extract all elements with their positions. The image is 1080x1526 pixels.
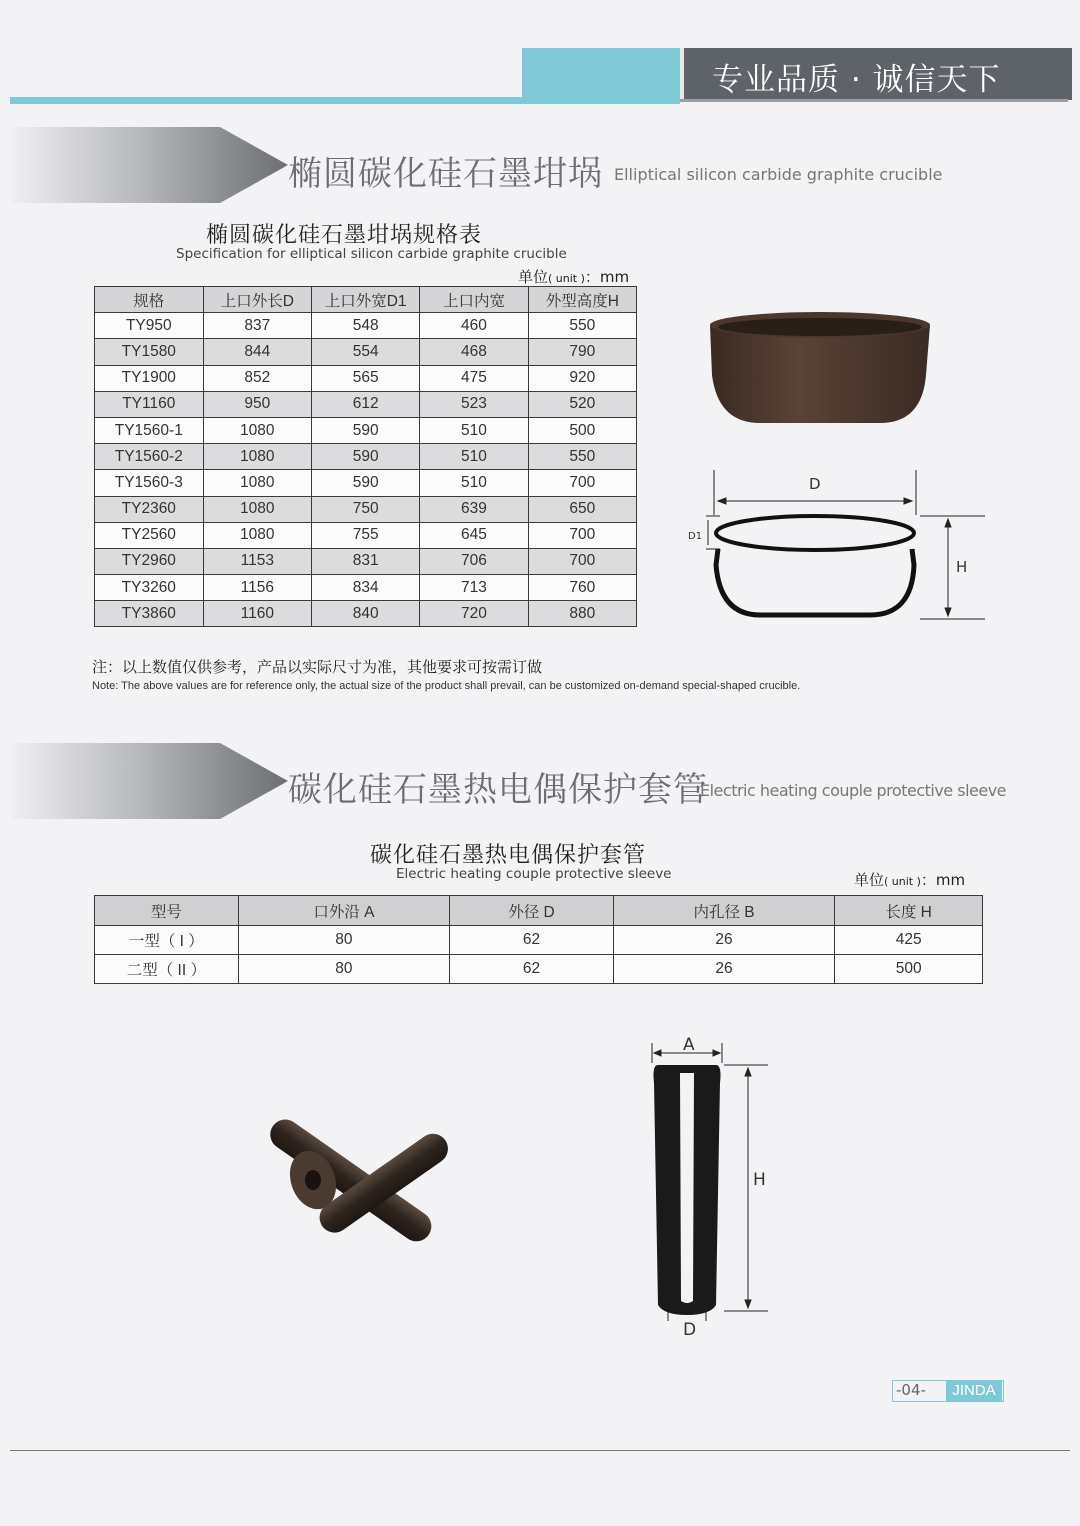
table-cell: 1156: [203, 575, 311, 601]
sleeve-table-subtitle: Electric heating couple protective sleeve: [396, 866, 672, 882]
table-cell: 840: [311, 601, 419, 627]
table-cell: 26: [613, 926, 834, 955]
table-cell: 880: [528, 601, 636, 627]
table-cell: TY1580: [95, 339, 204, 365]
table-cell: 510: [420, 417, 528, 443]
column-header: 上口外宽D1: [311, 287, 419, 313]
table-cell: TY2960: [95, 548, 204, 574]
table-cell: 590: [311, 444, 419, 470]
table-cell: TY1560-1: [95, 417, 204, 443]
table-cell: 80: [238, 926, 450, 955]
table-row: [95, 391, 637, 417]
crucible-spec-table: [94, 286, 637, 627]
header-teal-block: [522, 48, 680, 104]
table-cell: TY3260: [95, 575, 204, 601]
table-cell: 500: [835, 955, 983, 984]
table-row: [95, 522, 637, 548]
table-cell: 1080: [203, 496, 311, 522]
table-cell: 26: [613, 955, 834, 984]
table-cell: 1080: [203, 444, 311, 470]
table-cell: TY950: [95, 313, 204, 339]
table-cell: 80: [238, 955, 450, 984]
diagram-label-d: D: [809, 475, 821, 493]
table-cell: 523: [420, 391, 528, 417]
table-cell: 639: [420, 496, 528, 522]
table-cell: TY2360: [95, 496, 204, 522]
table-row: [95, 470, 637, 496]
table-cell: 62: [450, 926, 614, 955]
table-row: [95, 601, 637, 627]
table-row: [95, 496, 637, 522]
sleeve-spec-table: [94, 895, 983, 984]
bottom-rule: [10, 1450, 1070, 1451]
table-cell: 425: [835, 926, 983, 955]
table-cell: 852: [203, 365, 311, 391]
table-cell: 510: [420, 444, 528, 470]
table-cell: 1080: [203, 522, 311, 548]
column-header: 口外沿 A: [238, 896, 450, 926]
table-cell: TY2560: [95, 522, 204, 548]
table-cell: 590: [311, 417, 419, 443]
crucible-table-title: 椭圆碳化硅石墨坩埚规格表: [206, 223, 483, 248]
table-cell: TY1560-2: [95, 444, 204, 470]
brand-label: JINDA: [946, 1380, 1002, 1401]
table-row: [95, 417, 637, 443]
table-cell: 706: [420, 548, 528, 574]
column-header: 上口外长D: [203, 287, 311, 313]
table-cell: 510: [420, 470, 528, 496]
table-row: [95, 313, 637, 339]
sleeve-photo: [235, 1100, 475, 1290]
table-cell: 554: [311, 339, 419, 365]
table-cell: 二型（ II ）: [95, 955, 239, 984]
table-cell: 700: [528, 470, 636, 496]
section-arrow-icon: [10, 127, 288, 203]
table-cell: 550: [528, 313, 636, 339]
crucible-note-en: Note: The above values are for reference only, the actual size of the product shall prevail, can be customized on-demand special-shaped crucible.: [92, 680, 801, 692]
table-row: [95, 575, 637, 601]
table-cell: 1080: [203, 417, 311, 443]
diagram-label-a: A: [683, 1035, 695, 1055]
table-cell: 500: [528, 417, 636, 443]
table-cell: 590: [311, 470, 419, 496]
table-cell: 475: [420, 365, 528, 391]
table-row: [95, 548, 637, 574]
table-cell: 550: [528, 444, 636, 470]
table-cell: 790: [528, 339, 636, 365]
sleeve-section-title: 碳化硅石墨热电偶保护套管: [288, 770, 708, 810]
sleeve-section-title-en: Electric heating couple protective sleeve: [700, 781, 1007, 800]
table-cell: 844: [203, 339, 311, 365]
table-cell: 1153: [203, 548, 311, 574]
table-cell: 548: [311, 313, 419, 339]
table-row: [95, 444, 637, 470]
diagram-label-d1: D1: [688, 531, 703, 542]
diagram-label-h: H: [956, 558, 968, 576]
crucible-note-zh: 注：以上数值仅供参考，产品以实际尺寸为准，其他要求可按需订做: [92, 658, 543, 676]
table-cell: 920: [528, 365, 636, 391]
table-cell: TY1900: [95, 365, 204, 391]
table-cell: 700: [528, 522, 636, 548]
column-header: 长度 H: [835, 896, 983, 926]
table-cell: 612: [311, 391, 419, 417]
sleeve-table-title: 碳化硅石墨热电偶保护套管: [370, 843, 647, 868]
sleeve-unit-label: 单位( unit )：mm: [854, 871, 966, 889]
table-cell: TY1160: [95, 391, 204, 417]
table-cell: 一型（ I ）: [95, 926, 239, 955]
table-cell: 720: [420, 601, 528, 627]
table-header-row: [95, 287, 637, 313]
table-cell: 1080: [203, 470, 311, 496]
header-slogan: 专业品质 · 诚信天下: [712, 62, 1001, 98]
page-number: -04-: [896, 1381, 926, 1399]
crucible-photo: [700, 305, 940, 435]
table-row: [95, 339, 637, 365]
crucible-section-title-en: Elliptical silicon carbide graphite crucible: [614, 165, 943, 184]
column-header: 上口内宽: [420, 287, 528, 313]
table-cell: 650: [528, 496, 636, 522]
header-rule: [680, 99, 1068, 102]
column-header: 外径 D: [450, 896, 614, 926]
crucible-unit-label: 单位( unit )：mm: [518, 268, 630, 286]
section-arrow-icon: [10, 743, 288, 819]
table-cell: 834: [311, 575, 419, 601]
table-cell: 831: [311, 548, 419, 574]
table-cell: 645: [420, 522, 528, 548]
column-header: 型号: [95, 896, 239, 926]
table-cell: 460: [420, 313, 528, 339]
table-cell: 468: [420, 339, 528, 365]
crucible-table-subtitle: Specification for elliptical silicon carbide graphite crucible: [176, 246, 567, 262]
table-row: [95, 926, 983, 955]
table-cell: 520: [528, 391, 636, 417]
column-header: 内孔径 B: [613, 896, 834, 926]
table-cell: 755: [311, 522, 419, 548]
diagram-label-h: H: [753, 1170, 766, 1190]
table-cell: 713: [420, 575, 528, 601]
table-cell: 62: [450, 955, 614, 984]
table-row: [95, 365, 637, 391]
table-cell: 565: [311, 365, 419, 391]
table-cell: 700: [528, 548, 636, 574]
diagram-label-d: D: [683, 1320, 697, 1340]
table-row: [95, 955, 983, 984]
crucible-section-title: 椭圆碳化硅石墨坩埚: [288, 154, 603, 194]
column-header: 规格: [95, 287, 204, 313]
table-cell: 760: [528, 575, 636, 601]
table-cell: TY1560-3: [95, 470, 204, 496]
table-header-row: [95, 896, 983, 926]
crucible-dimension-diagram: [680, 465, 990, 625]
table-cell: 750: [311, 496, 419, 522]
table-cell: 950: [203, 391, 311, 417]
table-cell: 1160: [203, 601, 311, 627]
table-cell: TY3860: [95, 601, 204, 627]
table-cell: 837: [203, 313, 311, 339]
column-header: 外型高度H: [528, 287, 636, 313]
